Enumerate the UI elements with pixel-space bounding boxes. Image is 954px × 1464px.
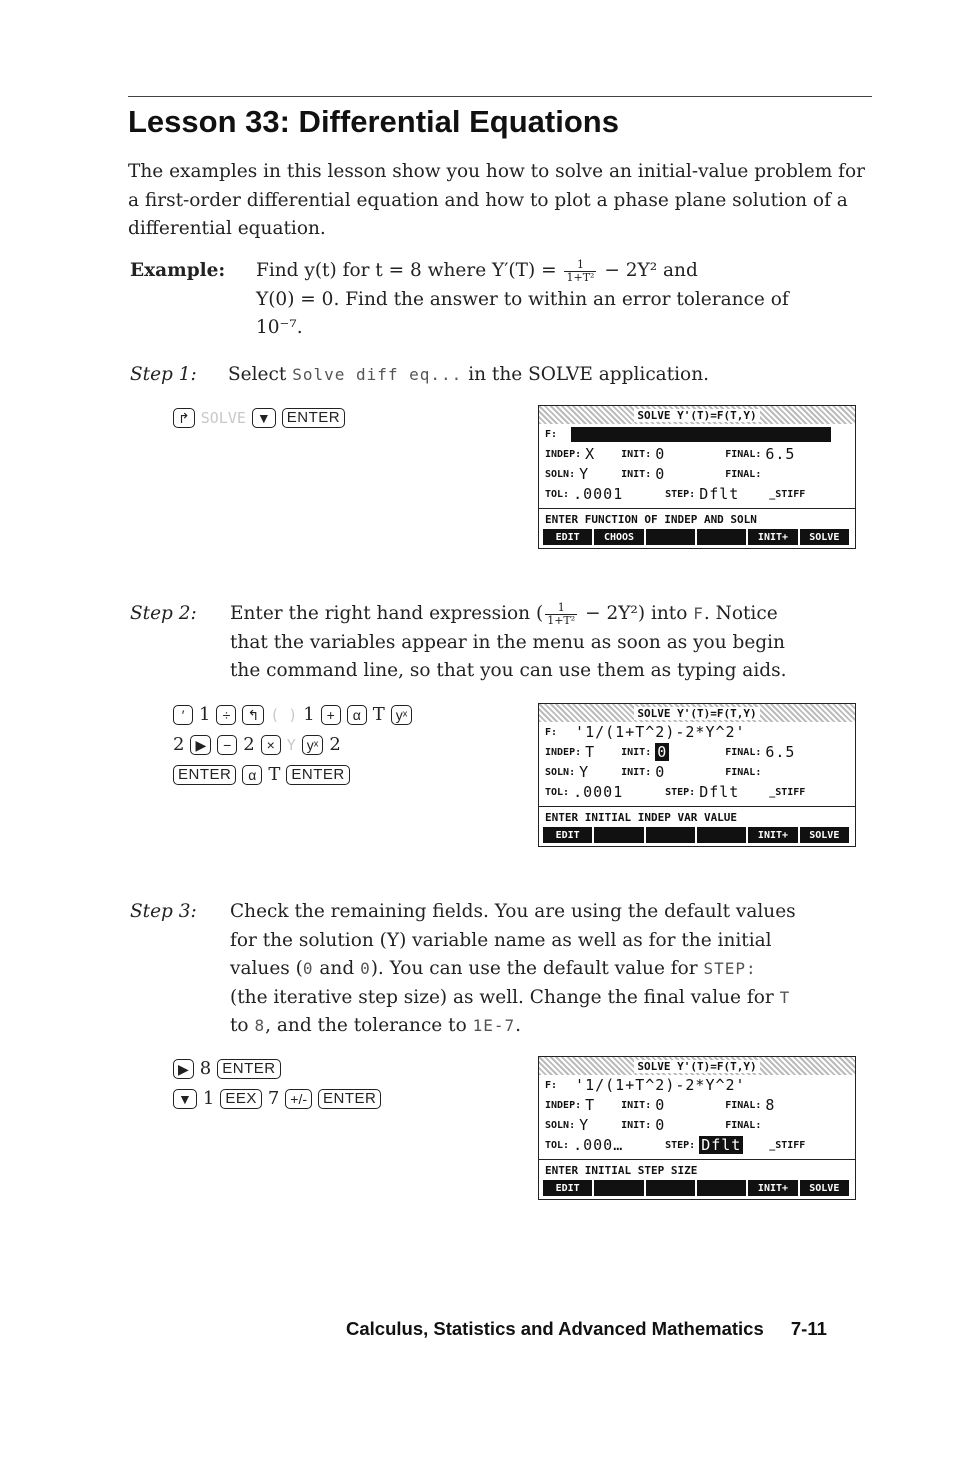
screen2-menu-init[interactable]: INIT+ bbox=[748, 827, 799, 843]
screen1-menu-solve[interactable]: SOLVE bbox=[800, 529, 851, 545]
step1-code: Solve diff eq... bbox=[292, 365, 463, 384]
step2-letter-t: T bbox=[372, 704, 385, 725]
step2-line1-code: F bbox=[693, 604, 704, 623]
step3-line4-code: T bbox=[779, 987, 791, 1007]
step3-line5-c: . bbox=[515, 1015, 522, 1036]
step2-line2: that the variables appear in the menu as soon as you begin bbox=[230, 631, 785, 653]
screen1-indep-value[interactable]: X bbox=[585, 445, 596, 463]
screen3-menu-blank-4[interactable] bbox=[697, 1180, 748, 1196]
screen3-indep-value[interactable]: T bbox=[585, 1096, 596, 1114]
calculator-screen-1 bbox=[538, 405, 856, 549]
power-key-2[interactable]: yˣ bbox=[302, 735, 324, 755]
screen2-menu-blank-2[interactable] bbox=[594, 827, 645, 843]
screen2-title-text: SOLVE Y'(T)=F(T,Y) bbox=[634, 707, 759, 720]
step1-text bbox=[228, 361, 868, 390]
screen3-menu-init[interactable]: INIT+ bbox=[748, 1180, 799, 1196]
screen2-soln-value[interactable]: Y bbox=[579, 763, 590, 781]
screen2-tol-label: TOL: bbox=[545, 786, 570, 798]
example-line2: Y(0) = 0. Find the answer to within an error tolerance of bbox=[256, 288, 789, 310]
screen1-menu-blank-4[interactable] bbox=[697, 529, 748, 545]
screen1-init2-value[interactable]: 0 bbox=[655, 465, 666, 483]
screen3-f-label: F: bbox=[545, 1079, 558, 1091]
left-shift-key[interactable]: ↰ bbox=[242, 705, 264, 725]
step2-digit-1a: 1 bbox=[199, 704, 211, 725]
example-line1-b: − 2Y² and bbox=[604, 260, 698, 281]
screen2-final1-label: FINAL: bbox=[725, 746, 762, 758]
step3-line3-code2: 0 bbox=[360, 959, 371, 978]
example-frac-den: 1+T² bbox=[566, 270, 595, 284]
step1-text-a: Select bbox=[228, 364, 287, 385]
screen3-init2-value[interactable]: 0 bbox=[655, 1116, 666, 1134]
enter-key[interactable]: ENTER bbox=[282, 408, 345, 428]
multiply-key[interactable]: × bbox=[261, 735, 281, 755]
step3-line1: Check the remaining fields. You are using the default values bbox=[230, 901, 796, 922]
step2-digit-2c: 2 bbox=[329, 734, 341, 755]
screen2-help-text: ENTER INITIAL INDEP VAR VALUE bbox=[539, 806, 855, 827]
screen3-menu-blank-2[interactable] bbox=[594, 1180, 645, 1196]
screen1-soln-value[interactable]: Y bbox=[579, 465, 590, 483]
screen2-f-label: F: bbox=[545, 726, 558, 738]
right-shift-key[interactable]: ↱ bbox=[173, 408, 195, 428]
step3-line3-code1: 0 bbox=[302, 959, 314, 978]
page-number: 7-11 bbox=[790, 1318, 827, 1339]
step3-line3-c: ). You can use the default value for bbox=[370, 958, 698, 979]
apostrophe-key[interactable]: ′ bbox=[173, 705, 193, 725]
screen1-help-text: ENTER FUNCTION OF INDEP AND SOLN bbox=[539, 508, 855, 529]
step2-digit-2a: 2 bbox=[173, 734, 185, 755]
step2-frac-den: 1+T² bbox=[547, 613, 576, 627]
screen2-soln-label: SOLN: bbox=[545, 766, 576, 778]
screen2-soln-line bbox=[539, 762, 855, 782]
screen2-stiff-checkbox[interactable]: _STIFF bbox=[769, 786, 806, 798]
screen2-init2-label: INIT: bbox=[621, 766, 652, 778]
screen3-step-label: STEP: bbox=[665, 1139, 696, 1151]
screen1-init1-value[interactable]: 0 bbox=[655, 445, 666, 463]
calculator-screen-3 bbox=[538, 1056, 856, 1200]
minus-key[interactable]: − bbox=[217, 735, 237, 755]
step3-line5-code2: 1E-7 bbox=[472, 1016, 516, 1035]
screen1-f-line[interactable] bbox=[539, 424, 855, 444]
screen2-title bbox=[539, 704, 855, 722]
step2-letter-t2: T bbox=[268, 764, 281, 785]
screen3-stiff-checkbox[interactable]: _STIFF bbox=[769, 1139, 806, 1151]
example-text bbox=[256, 257, 876, 343]
step2-line3: the command line, so that you can use them as typing aids. bbox=[230, 660, 787, 681]
screen1-tol-value[interactable]: .0001 bbox=[573, 485, 624, 503]
screen2-final2-label: FINAL: bbox=[725, 766, 762, 778]
screen3-init1-value[interactable]: 0 bbox=[655, 1096, 666, 1114]
screen1-title-text: SOLVE Y'(T)=F(T,Y) bbox=[634, 409, 759, 422]
step2-line1-b: − 2Y²) into bbox=[585, 603, 688, 624]
divide-key[interactable]: ÷ bbox=[216, 705, 236, 725]
screen2-indep-line bbox=[539, 742, 855, 762]
example-frac-num: 1 bbox=[564, 259, 596, 272]
enter-key-4[interactable]: ENTER bbox=[217, 1059, 280, 1079]
screen1-title bbox=[539, 406, 855, 424]
screen3-soln-line bbox=[539, 1115, 855, 1135]
screen2-indep-value[interactable]: T bbox=[585, 743, 596, 761]
screen1-soln-line bbox=[539, 464, 855, 484]
step3-line5-code1: 8 bbox=[254, 1016, 266, 1035]
screen2-step-label: STEP: bbox=[665, 786, 696, 798]
plus-key[interactable]: + bbox=[321, 705, 341, 725]
down-arrow-key[interactable]: ▼ bbox=[252, 408, 276, 428]
step3-keystrokes bbox=[170, 1054, 384, 1114]
screen2-final1-value[interactable]: 6.5 bbox=[765, 743, 796, 761]
step1-keystrokes bbox=[170, 403, 348, 433]
step3-line3-code3: STEP: bbox=[703, 959, 757, 978]
screen3-indep-line bbox=[539, 1095, 855, 1115]
screen3-indep-label: INDEP: bbox=[545, 1099, 582, 1111]
screen3-final1-label: FINAL: bbox=[725, 1099, 762, 1111]
screen2-tol-value[interactable]: .0001 bbox=[573, 783, 624, 801]
step2-frac-num: 1 bbox=[545, 602, 577, 615]
screen1-f-label: F: bbox=[545, 428, 558, 440]
step3-line3-a: values ( bbox=[230, 958, 303, 979]
screen1-final1-value[interactable]: 6.5 bbox=[765, 445, 796, 463]
y-softkey[interactable]: Y bbox=[286, 736, 296, 754]
screen2-menu-edit[interactable]: EDIT bbox=[543, 827, 594, 843]
eex-key[interactable]: EEX bbox=[220, 1089, 262, 1109]
screen1-init1-label: INIT: bbox=[621, 448, 652, 460]
right-arrow-key[interactable]: ▶ bbox=[190, 735, 211, 755]
screen3-final1-value[interactable]: 8 bbox=[765, 1096, 776, 1114]
enter-key-2[interactable]: ENTER bbox=[173, 765, 236, 785]
screen2-init2-value[interactable]: 0 bbox=[655, 763, 666, 781]
screen3-title bbox=[539, 1057, 855, 1075]
footer-title: Calculus, Statistics and Advanced Mathematics bbox=[346, 1318, 764, 1339]
page-footer bbox=[346, 1318, 827, 1340]
step3-line2: for the solution (Y) variable name as well as for the initial bbox=[230, 929, 772, 951]
example-line3: 10⁻⁷. bbox=[256, 317, 303, 338]
screen1-menu-edit[interactable]: EDIT bbox=[543, 529, 594, 545]
step2-digit-2b: 2 bbox=[243, 734, 255, 755]
screen3-step-value[interactable]: Dflt bbox=[701, 1136, 742, 1154]
calculator-screen-2 bbox=[538, 703, 856, 847]
lesson-heading: Lesson 33: Differential Equations bbox=[128, 104, 619, 139]
parentheses-softkey[interactable]: ( ) bbox=[270, 706, 298, 724]
step2-label: Step 2: bbox=[130, 603, 197, 624]
step3-line5-a: to bbox=[230, 1015, 249, 1036]
screen1-menu-init[interactable]: INIT+ bbox=[748, 529, 799, 545]
screen3-init2-label: INIT: bbox=[621, 1119, 652, 1131]
screen3-title-text: SOLVE Y'(T)=F(T,Y) bbox=[634, 1060, 759, 1073]
screen2-menu-solve[interactable]: SOLVE bbox=[800, 827, 851, 843]
step2-line1-c: . Notice bbox=[703, 603, 778, 624]
screen1-final1-label: FINAL: bbox=[725, 448, 762, 460]
screen3-tol-value[interactable]: .000… bbox=[573, 1136, 624, 1154]
screen3-tol-line bbox=[539, 1135, 855, 1155]
step3-digit-8: 8 bbox=[199, 1058, 212, 1079]
screen1-tol-label: TOL: bbox=[545, 488, 570, 500]
alpha-key-2[interactable]: α bbox=[242, 765, 262, 785]
step2-fraction bbox=[545, 602, 577, 627]
screen1-tol-line bbox=[539, 484, 855, 504]
screen1-final2-label: FINAL: bbox=[725, 468, 762, 480]
screen3-f-value[interactable]: '1/(1+T^2)-2*Y^2' bbox=[575, 1076, 746, 1094]
example-line1-a: Find y(t) for t = 8 where Y′(T) = bbox=[256, 260, 557, 281]
screen3-init1-label: INIT: bbox=[621, 1099, 652, 1111]
screen1-indep-line bbox=[539, 444, 855, 464]
change-sign-key[interactable]: +/- bbox=[285, 1089, 312, 1109]
enter-key-3[interactable]: ENTER bbox=[286, 765, 349, 785]
step1-text-b: in the SOLVE application. bbox=[468, 364, 709, 385]
screen3-menu-solve[interactable]: SOLVE bbox=[800, 1180, 851, 1196]
step3-label: Step 3: bbox=[130, 901, 197, 922]
step2-keystrokes bbox=[170, 700, 415, 790]
screen3-menu-blank-3[interactable] bbox=[646, 1180, 697, 1196]
example-label: Example: bbox=[130, 260, 226, 281]
screen2-tol-line bbox=[539, 782, 855, 802]
step2-text bbox=[230, 600, 870, 686]
screen3-final2-label: FINAL: bbox=[725, 1119, 762, 1131]
screen1-menu-blank-3[interactable] bbox=[646, 529, 697, 545]
screen1-f-highlight[interactable] bbox=[571, 427, 831, 442]
step3-line5-b: , and the tolerance to bbox=[265, 1015, 467, 1036]
alpha-key[interactable]: α bbox=[347, 705, 367, 725]
screen1-menu bbox=[543, 529, 851, 545]
screen2-menu bbox=[543, 827, 851, 843]
screen1-indep-label: INDEP: bbox=[545, 448, 582, 460]
step3-digit-1: 1 bbox=[202, 1088, 215, 1109]
screen3-menu bbox=[543, 1180, 851, 1196]
screen3-menu-edit[interactable]: EDIT bbox=[543, 1180, 594, 1196]
right-arrow-key-2[interactable]: ▶ bbox=[173, 1059, 194, 1079]
screen3-soln-value[interactable]: Y bbox=[579, 1116, 590, 1134]
power-key[interactable]: yˣ bbox=[391, 705, 413, 725]
screen2-init1-label: INIT: bbox=[621, 746, 652, 758]
screen2-f-line bbox=[539, 722, 855, 742]
step3-digit-7: 7 bbox=[267, 1088, 280, 1109]
enter-key-5[interactable]: ENTER bbox=[318, 1089, 381, 1109]
screen3-tol-label: TOL: bbox=[545, 1139, 570, 1151]
screen3-help-text: ENTER INITIAL STEP SIZE bbox=[539, 1159, 855, 1180]
screen2-f-value[interactable]: '1/(1+T^2)-2*Y^2' bbox=[575, 723, 746, 741]
screen2-init1-value[interactable]: 0 bbox=[657, 743, 668, 761]
step3-line3-b: and bbox=[319, 958, 355, 979]
screen1-stiff-checkbox[interactable]: _STIFF bbox=[769, 488, 806, 500]
screen2-indep-label: INDEP: bbox=[545, 746, 582, 758]
screen3-f-line bbox=[539, 1075, 855, 1095]
example-fraction bbox=[564, 259, 596, 284]
step3-text bbox=[230, 898, 870, 1041]
screen1-step-label: STEP: bbox=[665, 488, 696, 500]
top-rule bbox=[128, 96, 872, 97]
intro-paragraph: The examples in this lesson show you how to solve an initial-value problem for a first-order differential equation and how to plot a phase plane solution of a differential equation. bbox=[128, 161, 866, 239]
solve-softkey[interactable]: SOLVE bbox=[200, 409, 246, 427]
screen1-menu-choos[interactable]: CHOOS bbox=[594, 529, 645, 545]
step1-label: Step 1: bbox=[130, 364, 197, 385]
step3-line4-a: (the iterative step size) as well. Change the final value for bbox=[230, 986, 774, 1008]
screen1-soln-label: SOLN: bbox=[545, 468, 576, 480]
screen2-step-value[interactable]: Dflt bbox=[699, 783, 740, 801]
screen1-init2-label: INIT: bbox=[621, 468, 652, 480]
screen2-menu-blank-4[interactable] bbox=[697, 827, 748, 843]
screen2-menu-blank-3[interactable] bbox=[646, 827, 697, 843]
step2-digit-1b: 1 bbox=[303, 704, 315, 725]
screen3-soln-label: SOLN: bbox=[545, 1119, 576, 1131]
down-arrow-key-2[interactable]: ▼ bbox=[173, 1089, 197, 1109]
screen1-step-value[interactable]: Dflt bbox=[699, 485, 740, 503]
step2-line1-a: Enter the right hand expression ( bbox=[230, 603, 544, 624]
